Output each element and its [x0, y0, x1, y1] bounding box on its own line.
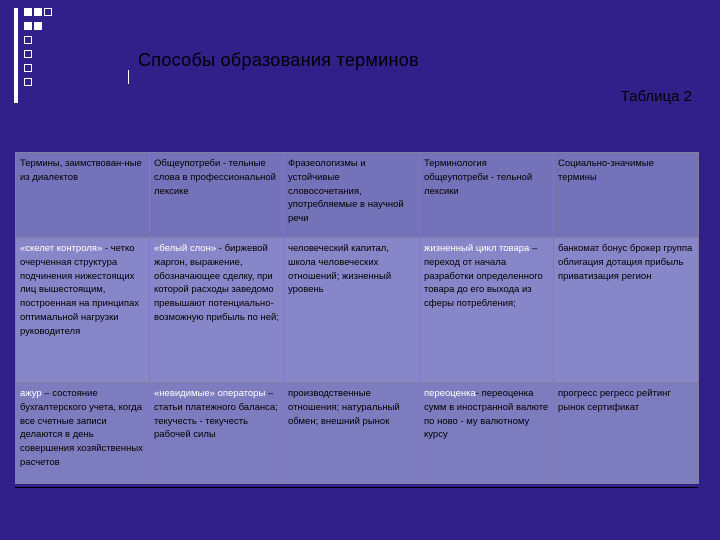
decorative-line — [128, 70, 129, 84]
term-highlight: «невидимые» операторы — [154, 388, 266, 399]
slide-title: Способы образования терминов — [138, 50, 419, 70]
term-definition: - биржевой жаргон, выражение, обозначающее сделку, при которой расходы заведомо превышают потенциально-возможную прибыль по ней; — [154, 243, 279, 323]
term-highlight: «белый слон» — [154, 243, 217, 254]
table-cell — [420, 238, 554, 383]
term-definition: банкомат бонус брокер группа облигация дотация прибыль приватизация регион — [558, 243, 693, 282]
table-cell — [420, 383, 554, 484]
table-row — [16, 383, 699, 484]
header-cell: Социально-значимые термины — [554, 153, 699, 238]
term-definition: прогресс регресс рейтинг рынок сертификат — [558, 388, 671, 413]
decorative-square-outline — [44, 8, 52, 16]
term-definition: - четко очерченная структура подчинения нижестоящих лиц вышестоящим, построенная на принципах оптимальной нагрузки руководителя — [20, 243, 140, 337]
table-header-row — [16, 153, 699, 238]
table-bottom-line — [15, 487, 698, 488]
term-definition: производственные отношения; натуральный обмен; внешний рынок — [288, 388, 400, 427]
term-definition: человеческий капитал, школа человеческих отношений; жизненный уровень — [288, 243, 392, 296]
decorative-square-outline — [24, 78, 32, 86]
table-cell — [554, 238, 699, 383]
decorative-square — [34, 8, 42, 16]
term-definition: – статьи платежного баланса; текучесть - текучесть рабочей силы — [154, 388, 278, 441]
terms-table — [15, 152, 699, 484]
decorative-bar — [14, 8, 18, 103]
decorative-square-outline — [24, 36, 32, 44]
header-cell: Терминология общеупотреби - тельной лексики — [420, 153, 554, 238]
term-highlight: переоценка — [424, 388, 476, 399]
table-cell — [150, 238, 284, 383]
decorative-square-outline — [24, 50, 32, 58]
table-cell — [554, 383, 699, 484]
decorative-square — [24, 8, 32, 16]
table-label: Таблица 2 — [620, 88, 692, 105]
term-definition: - переоценка сумм в иностранной валюте по ново - му валютному курсу — [424, 388, 549, 441]
decorative-square — [24, 22, 32, 30]
table-cell — [284, 383, 420, 484]
term-highlight: «скелет контроля» — [20, 243, 105, 254]
table-cell — [150, 383, 284, 484]
table-cell — [16, 238, 150, 383]
term-definition: – переход от начала разработки определенного товара до его выхода из сферы потребления; — [424, 243, 543, 310]
table-cell — [284, 238, 420, 383]
term-highlight: жизненный цикл товара — [424, 243, 530, 254]
term-highlight: ажур — [20, 388, 42, 399]
header-cell: Фразеологизмы и устойчивые словосочетания, употребляемые в научной речи — [284, 153, 420, 238]
header-cell: Общеупотреби - тельные слова в профессиональной лексике — [150, 153, 284, 238]
decorative-square-outline — [24, 64, 32, 72]
table-cell — [16, 383, 150, 484]
table-row — [16, 238, 699, 383]
term-definition: – состояние бухгалтерского учета, когда все счетные записи делаются в день совершения хозяйственных расчетов — [20, 388, 143, 468]
decorative-square — [34, 22, 42, 30]
header-cell: Термины, заимствован-ные из диалектов — [16, 153, 150, 238]
